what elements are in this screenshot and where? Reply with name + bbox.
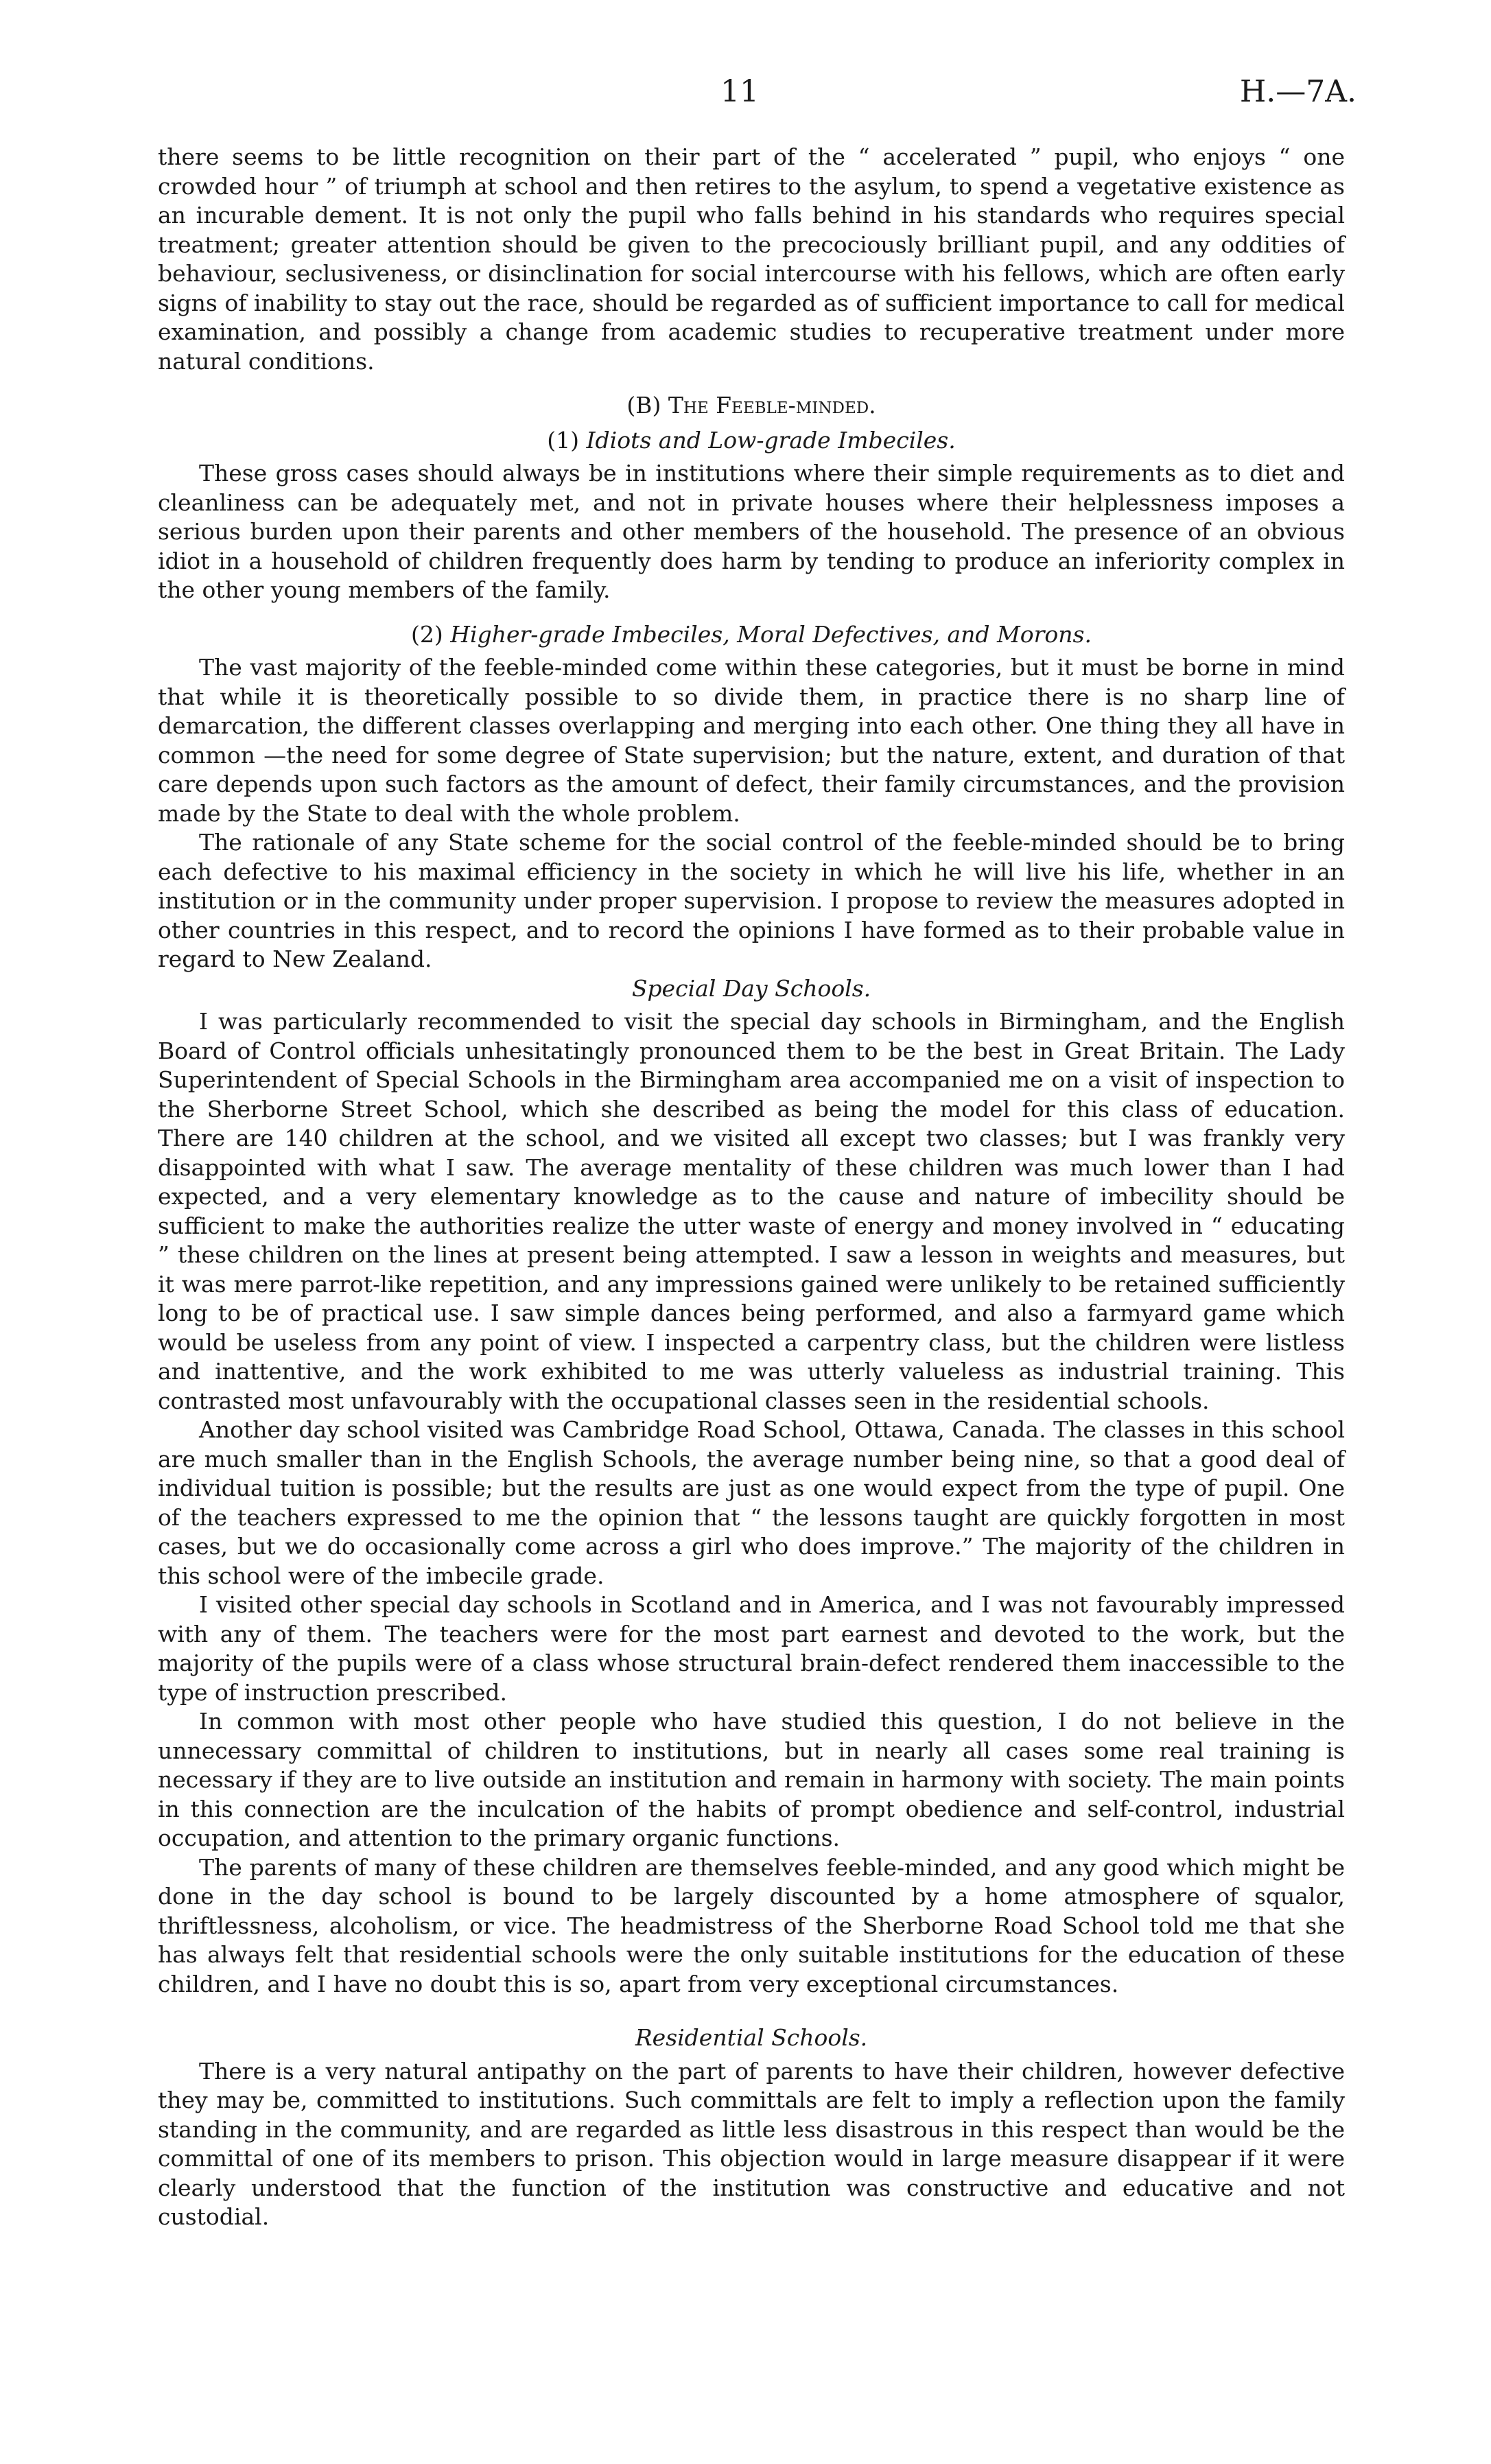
document-body <box>158 143 1345 2232</box>
paragraph: The rationale of any State scheme for the social control of the feeble-minded should be to bring each defective to his maximal efficiency in the society in which he will live his life, whether in an institution or in the community under proper supervision. I propose to review the measures adopted in other countries in this respect, and to record the opinions I have formed as to their probable value in regard to New Zealand. <box>158 829 1345 972</box>
subheading-number: (2) <box>411 620 443 648</box>
paragraph: These gross cases should always be in institutions where their simple requirements as to diet and cleanliness can be adequately met, and not in private houses where their helplessness imposes a serious burden upon their parents and other members of the household. The presence of an obvious idiot in a household of children frequently does harm by tending to produce an inferiority complex in the other young members of the family. <box>158 460 1345 603</box>
paragraph: I was particularly recommended to visit the special day schools in Birmingham, and the English Board of Control officials unhesitatingly pronounced them to be the best in Great Britain. The Lady Superintendent of Special Schools in the Birmingham area accompanied me on a visit of inspection to the Sherborne Street School, which she described as being the model for this class of education. There are 140 children at the school, and we visited all except two classes; but I was frankly very disappointed with what I saw. The average mentality of these children was much lower than I had expected, and a very elementary knowledge as to the cause and nature of imbecility should be sufficient to make the authorities realize the utter waste of energy and money involved in “ educating ” these children on the lines at present being attempted. I saw a lesson in weights and measures, but it was mere parrot-like repetition, and any impressions gained were unlikely to be retained sufficiently long to be of practical use. I saw simple dances being performed, and also a farmyard game which would be useless from any point of view. I inspected a carpentry class, but the children were listless and inattentive, and the work exhibited to me was utterly valueless as industrial training. This contrasted most unfavourably with the occupational classes seen in the residential schools. <box>158 1008 1345 1414</box>
paragraph: The parents of many of these children are themselves feeble-minded, and any good which might be done in the day school is bound to be largely discounted by a home atmosphere of squalor, thriftlessness, alcoholism, or vice. The headmistress of the Sherborne Road School told me that she has always felt that residential schools were the only suitable institutions for the education of these children, and I have no doubt this is so, apart from very exceptional circumstances. <box>158 1853 1345 1997</box>
spacer <box>158 1999 1345 2023</box>
paragraph: In common with most other people who have studied this question, I do not believe in the unnecessary committal of children to institutions, but in nearly all cases some real training is necessary if they are to live outside an institution and remain in harmony with society. The main points in this connection are the inculcation of the habits of prompt obedience and self-control, industrial occupation, and attention to the primary organic functions. <box>158 1708 1345 1851</box>
page-number: 11 <box>720 74 759 109</box>
section-heading-feeble-minded <box>158 391 1345 421</box>
paragraph-continued: there seems to be little recognition on their part of the “ accelerated ” pupil, who enjoys “ one crowded hour ” of triumph at school and then retires to the asylum, to spend a vegetative existence as an incurable dement. It is not only the pupil who falls behind in his standards who requires special treatment; greater attention should be given to the precociously brilliant pupil, and any oddities of behaviour, seclusiveness, or disinclination for social intercourse with his fellows, which are often early signs of inability to stay out the race, should be regarded as of sufficient importance to call for medical examination, and possibly a change from academic studies to recuperative treatment under more natural conditions. <box>158 143 1345 375</box>
subheading-number: (1) <box>547 426 579 454</box>
subheading-title: Higher-grade Imbeciles, Moral Defectives, and Morons. <box>450 620 1092 648</box>
subheading-higher-grade <box>158 620 1345 650</box>
subheading-idiots <box>158 426 1345 456</box>
subheading-special-day-schools: Special Day Schools. <box>631 974 871 1002</box>
paragraph: The vast majority of the feeble-minded come within these categories, but it must be borne in mind that while it is theoretically possible to so divide them, in practice there is no sharp line of demarcation, the different classes overlapping and merging into each other. One thing they all have in common —the need for some degree of State supervision; but the nature, extent, and duration of that care depends upon such factors as the amount of defect, their family circumstances, and the provision made by the State to deal with the whole problem. <box>158 654 1345 827</box>
section-prefix: (B) <box>626 392 661 419</box>
subheading-title: Idiots and Low-grade Imbeciles. <box>586 426 956 454</box>
section-title: The Feeble-minded. <box>668 392 876 419</box>
document-reference: H.—7A. <box>1239 74 1357 109</box>
paragraph: There is a very natural antipathy on the part of parents to have their children, however defective they may be, committed to institutions. Such committals are felt to imply a reflection upon the family standing in the community, and are regarded as little less disastrous in this respect than would be the committal of one of its members to prison. This objection would in large measure disappear if it were clearly understood that the function of the institution was constructive and educative and not custodial. <box>158 2057 1345 2230</box>
page-header <box>0 74 1491 115</box>
paragraph: Another day school visited was Cambridge Road School, Ottawa, Canada. The classes in this school are much smaller than in the English Schools, the average number being nine, so that a good deal of individual tuition is possible; but the results are just as one would expect from the type of pupil. One of the teachers expressed to me the opinion that “ the lessons taught are quickly forgotten in most cases, but we do occasionally come across a girl who does improve.” The majority of the children in this school were of the imbecile grade. <box>158 1416 1345 1589</box>
paragraph: I visited other special day schools in Scotland and in America, and I was not favourably impressed with any of them. The teachers were for the most part earnest and devoted to the work, but the majority of the pupils were of a class whose structural brain-defect rendered them inaccessible to the type of instruction prescribed. <box>158 1591 1345 1706</box>
subheading-residential-schools: Residential Schools. <box>635 2024 868 2051</box>
